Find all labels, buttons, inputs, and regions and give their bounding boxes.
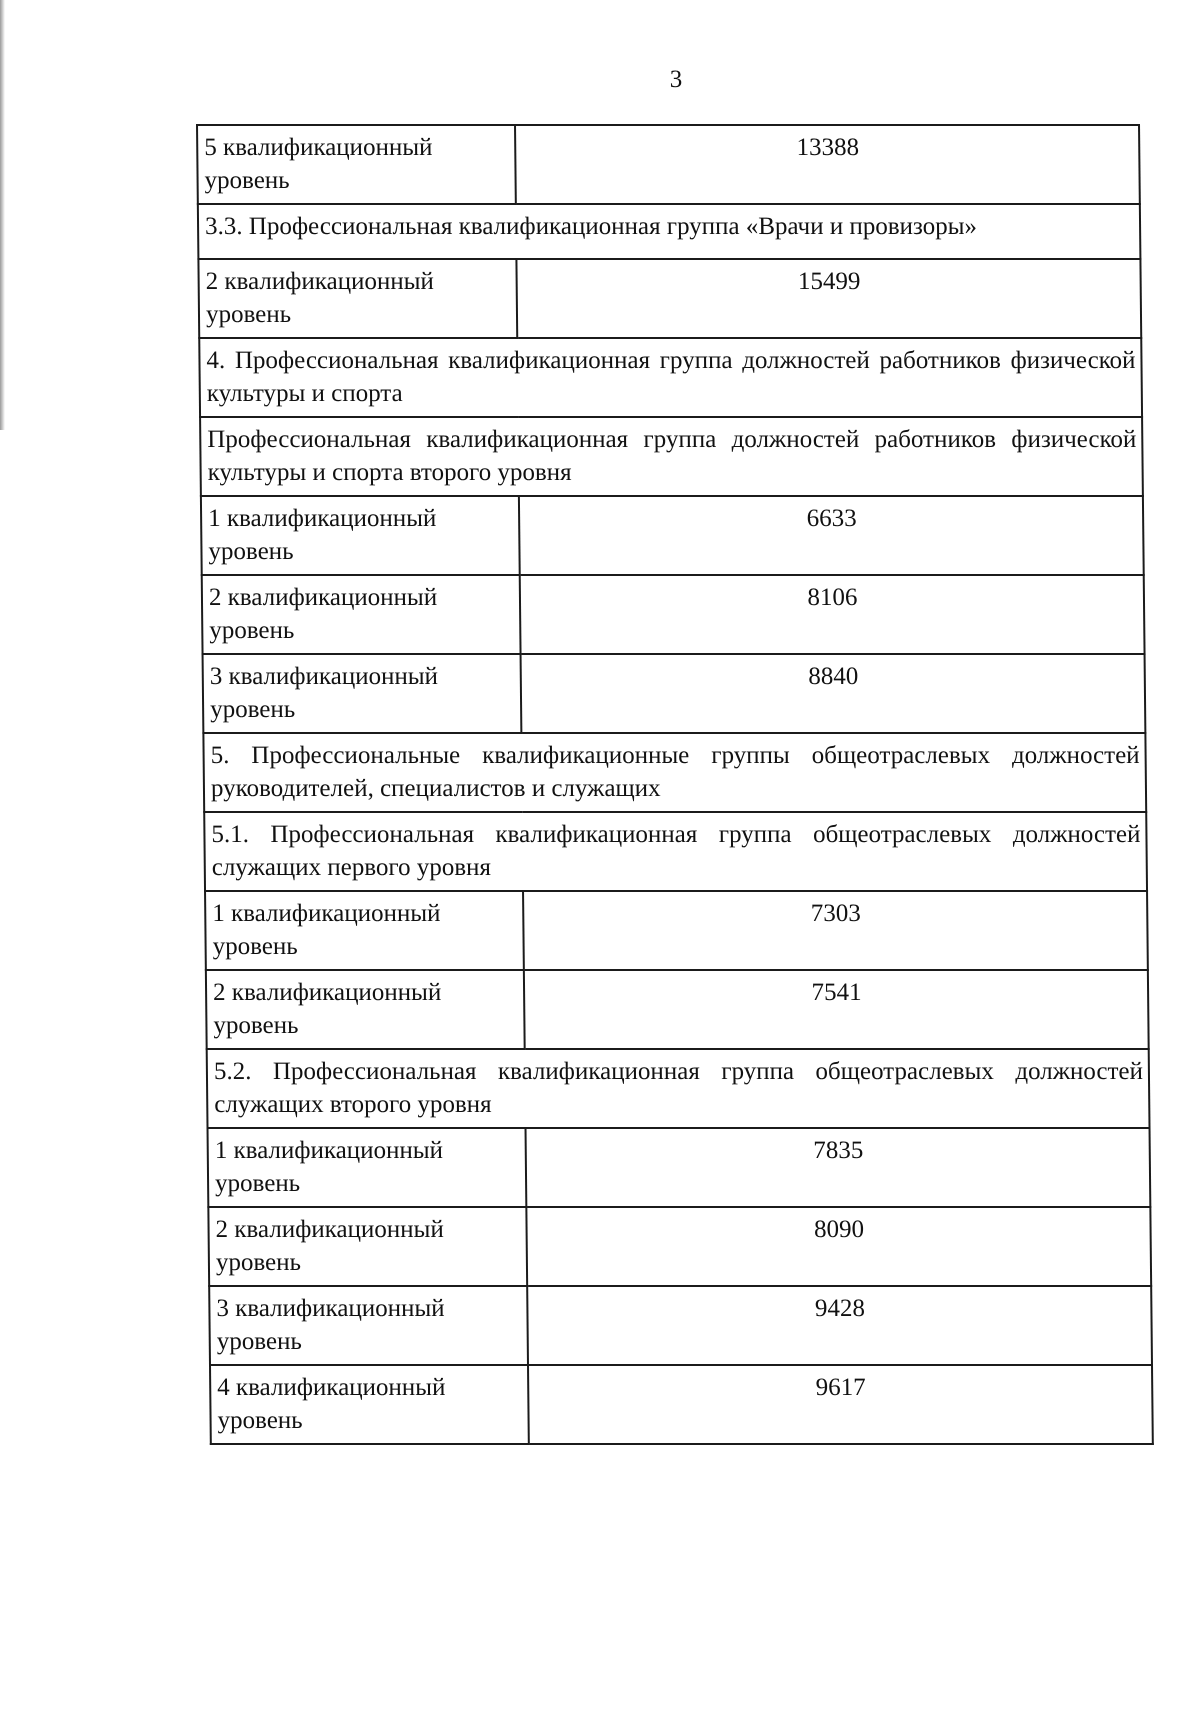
level-label: 5 квалификационный уровень [197, 125, 516, 204]
salary-value: 7835 [526, 1128, 1151, 1207]
table-row [206, 970, 1149, 1049]
table-row [203, 654, 1146, 733]
section-heading: 3.3. Профессиональная квалификационная группа «Врачи и провизоры» [198, 204, 1141, 259]
salary-value: 9428 [527, 1286, 1152, 1365]
section-heading: 5.1. Профессиональная квалификационная группа общеотраслевых должностей служащих первого уровня [204, 812, 1147, 891]
section-heading: 4. Профессиональная квалификационная группа должностей работников физической культуры и спорта [199, 338, 1142, 417]
table-row [202, 575, 1145, 654]
level-label: 2 квалификационный уровень [208, 1207, 527, 1286]
table-row [201, 496, 1144, 575]
level-label: 2 квалификационный уровень [206, 970, 525, 1049]
salary-value: 13388 [515, 125, 1140, 204]
table-row [208, 1207, 1151, 1286]
section-row [207, 1049, 1150, 1128]
table-row [197, 125, 1140, 204]
table-row [208, 1128, 1151, 1207]
table-row [205, 891, 1148, 970]
salary-value: 8106 [520, 575, 1145, 654]
table-row [198, 259, 1141, 338]
level-label: 2 квалификационный уровень [198, 259, 517, 338]
table-row [209, 1286, 1152, 1365]
level-label: 1 квалификационный уровень [208, 1128, 527, 1207]
salary-value: 8840 [521, 654, 1146, 733]
level-label: 3 квалификационный уровень [203, 654, 522, 733]
salary-table [196, 124, 1154, 1445]
section-row [204, 812, 1147, 891]
section-heading: 5.2. Профессиональная квалификационная группа общеотраслевых должностей служащих второго уровня [207, 1049, 1150, 1128]
section-row [199, 338, 1142, 417]
salary-value: 6633 [519, 496, 1144, 575]
table-row [210, 1365, 1153, 1444]
scan-edge-shadow [0, 0, 5, 430]
level-label: 3 квалификационный уровень [209, 1286, 528, 1365]
salary-value: 7303 [523, 891, 1148, 970]
section-row [198, 204, 1141, 259]
level-label: 1 квалификационный уровень [205, 891, 524, 970]
level-label: 1 квалификационный уровень [201, 496, 520, 575]
salary-value: 9617 [528, 1365, 1153, 1444]
salary-value: 7541 [524, 970, 1149, 1049]
salary-value: 15499 [516, 259, 1141, 338]
section-heading: 5. Профессиональные квалификационные группы общеотраслевых должностей руководителей, специалистов и служащих [203, 733, 1146, 812]
section-row [203, 733, 1146, 812]
level-label: 2 квалификационный уровень [202, 575, 521, 654]
salary-value: 8090 [526, 1207, 1151, 1286]
level-label: 4 квалификационный уровень [210, 1365, 529, 1444]
page-number: 3 [669, 66, 683, 93]
section-heading: Профессиональная квалификационная группа должностей работников физической культуры и спорта второго уровня [200, 417, 1143, 496]
section-row [200, 417, 1143, 496]
